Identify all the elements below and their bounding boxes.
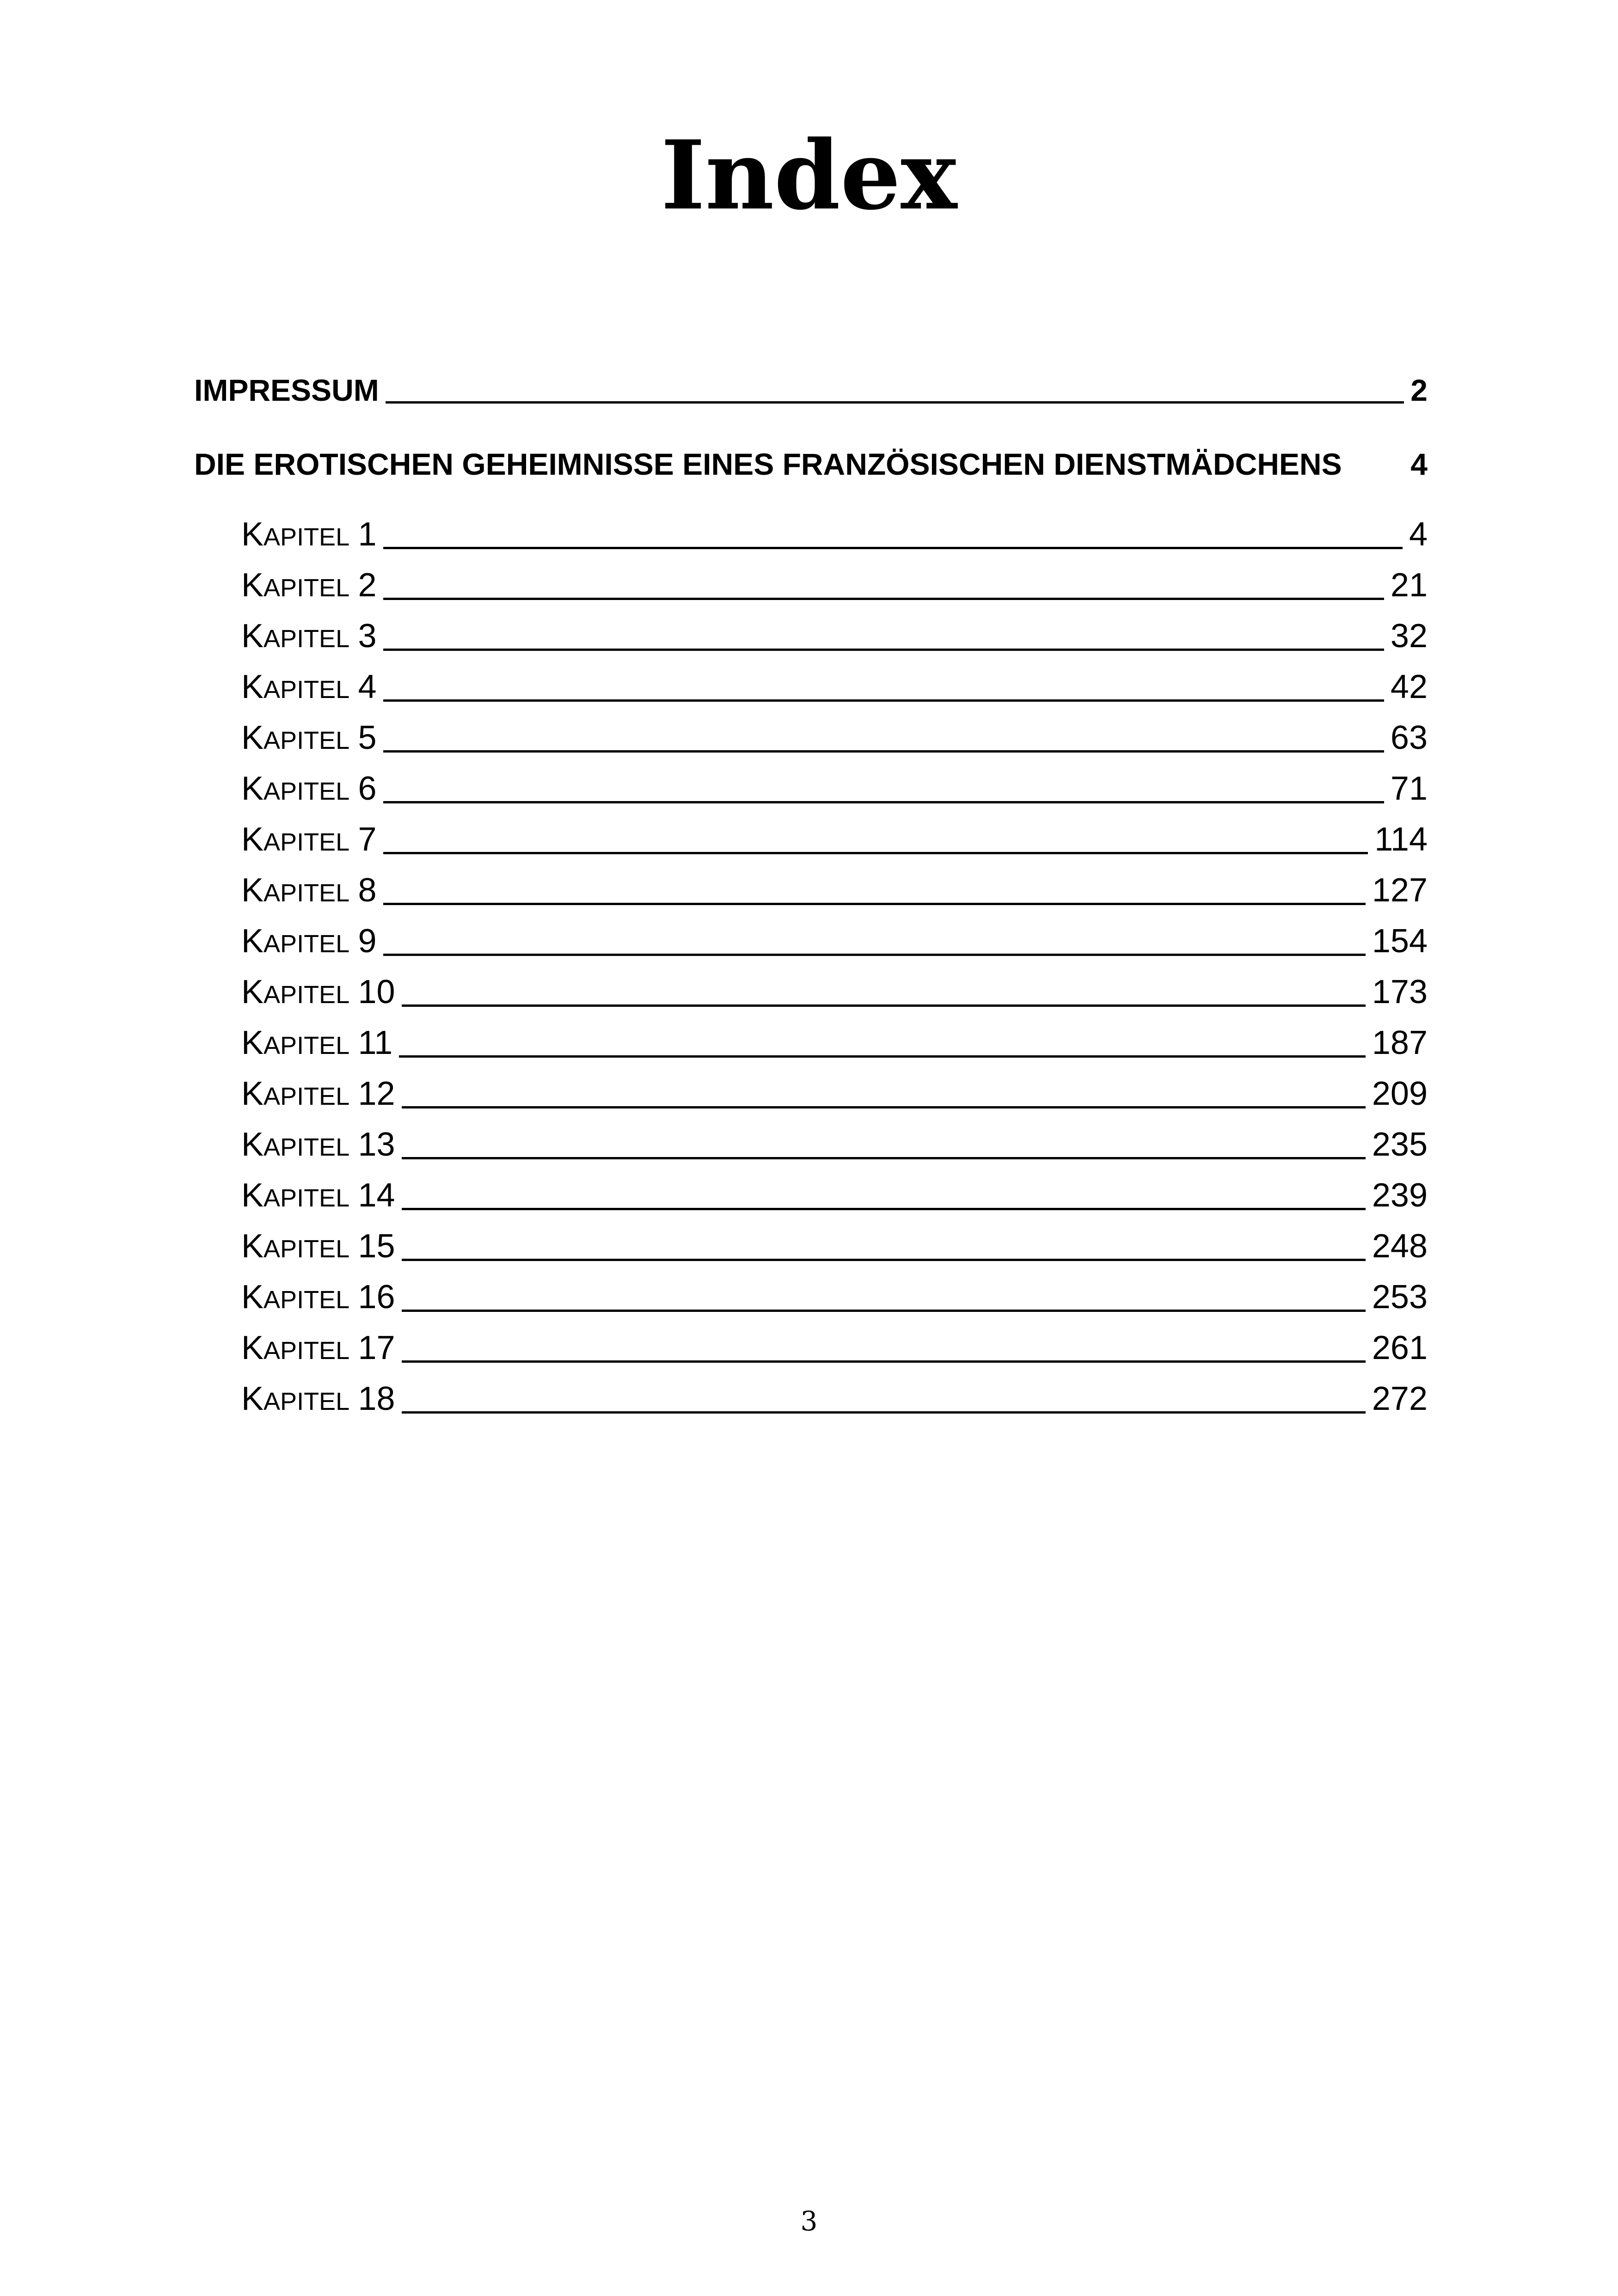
toc-entry-page: 248 — [1372, 1228, 1428, 1265]
chapter-label-rest: APITEL — [264, 1235, 350, 1263]
toc-leader-line — [383, 598, 1384, 600]
toc-entry-chapter[interactable] — [241, 610, 1428, 656]
toc-entry-chapter[interactable] — [241, 1220, 1428, 1267]
toc-entry-chapter[interactable] — [241, 763, 1428, 809]
chapter-label-rest: APITEL — [264, 676, 350, 704]
toc-entry-label — [241, 721, 377, 758]
toc-entry-page: 235 — [1372, 1126, 1428, 1163]
toc-entry-chapter[interactable] — [241, 1271, 1428, 1317]
toc-entry-chapter[interactable] — [241, 1068, 1428, 1114]
chapter-label-rest: APITEL — [264, 625, 350, 653]
toc-entry-label — [241, 823, 377, 860]
toc-leader-line — [383, 699, 1384, 702]
chapter-number: 10 — [358, 974, 395, 1010]
chapter-label-initial: K — [241, 1126, 264, 1163]
chapter-number: 3 — [358, 618, 377, 655]
page-number: 3 — [800, 2205, 818, 2237]
toc-entry-label — [241, 619, 377, 656]
toc-leader-line — [383, 801, 1384, 803]
chapter-label-initial: K — [241, 1075, 264, 1112]
toc-leader-line — [402, 1208, 1366, 1210]
toc-entry-label — [241, 925, 377, 961]
toc-entry-page: 209 — [1372, 1075, 1428, 1112]
chapter-label-initial: K — [241, 974, 264, 1010]
toc-entry-chapter[interactable] — [241, 915, 1428, 961]
toc-entry-chapter[interactable] — [241, 1373, 1428, 1419]
toc-leader-line — [402, 1411, 1366, 1414]
toc-entry-page: 32 — [1390, 618, 1428, 655]
chapter-label-initial: K — [241, 1228, 264, 1265]
toc-entry-chapter[interactable] — [241, 966, 1428, 1012]
chapter-label-rest: APITEL — [264, 1388, 350, 1415]
chapter-label-initial: K — [241, 923, 264, 960]
toc-entry-page: 114 — [1374, 821, 1428, 858]
toc-entry-chapter[interactable] — [241, 1017, 1428, 1063]
toc-entry-label — [241, 874, 377, 911]
toc-entry-page: 154 — [1372, 923, 1428, 960]
chapter-label-rest: APITEL — [264, 778, 350, 805]
chapter-label-rest: APITEL — [264, 930, 350, 958]
chapter-label-rest: APITEL — [264, 523, 350, 551]
toc-entry-page: 42 — [1390, 668, 1428, 705]
toc-entry-label — [241, 1331, 395, 1368]
toc-entry-label — [241, 1077, 395, 1114]
chapter-label-initial: K — [241, 1177, 264, 1214]
toc-entry-page: 272 — [1372, 1380, 1428, 1417]
toc-entry-page: 21 — [1390, 567, 1428, 604]
toc-leader-line — [383, 750, 1384, 753]
chapter-number: 8 — [358, 872, 377, 909]
toc-entry-label — [241, 1026, 392, 1063]
chapter-label-rest: APITEL — [264, 1083, 350, 1110]
toc-entry-page: 71 — [1390, 770, 1428, 807]
toc-entry-page: 63 — [1390, 719, 1428, 756]
chapter-number: 16 — [358, 1279, 395, 1316]
toc-entry-chapter[interactable] — [241, 661, 1428, 707]
toc-entry-book[interactable] — [194, 437, 1428, 483]
toc-leader-line — [386, 401, 1404, 404]
chapter-number: 1 — [358, 516, 377, 553]
chapter-number: 13 — [358, 1126, 395, 1163]
toc-entry-page: 127 — [1372, 872, 1428, 909]
chapter-label-initial: K — [241, 719, 264, 756]
toc-entry-page: 239 — [1372, 1177, 1428, 1214]
chapter-number: 15 — [358, 1228, 395, 1265]
toc-leader-line — [383, 649, 1384, 651]
chapter-number: 14 — [358, 1177, 395, 1214]
toc-entry-label: IMPRESSUM — [194, 373, 379, 407]
toc-leader-line — [402, 1259, 1366, 1261]
toc-entry-chapter[interactable] — [241, 1169, 1428, 1216]
chapter-label-rest: APITEL — [264, 879, 350, 907]
chapter-number: 11 — [358, 1024, 393, 1061]
toc-leader-line — [399, 1055, 1366, 1058]
chapter-label-rest: APITEL — [264, 1286, 350, 1314]
chapter-label-rest: APITEL — [264, 1337, 350, 1365]
toc-entry-page: 2 — [1410, 373, 1428, 407]
chapter-label-initial: K — [241, 1024, 264, 1061]
chapter-number: 18 — [358, 1380, 395, 1417]
toc-entry-label — [241, 1230, 395, 1267]
toc-leader-line — [383, 852, 1368, 854]
chapter-number: 6 — [358, 770, 377, 807]
toc-leader-line — [383, 954, 1366, 956]
toc-entry-page: 187 — [1372, 1024, 1428, 1061]
chapter-label-initial: K — [241, 1380, 264, 1417]
toc-entry-label — [241, 518, 377, 555]
chapter-label-rest: APITEL — [264, 828, 350, 856]
toc-entry-chapter[interactable] — [241, 814, 1428, 860]
toc-entry-page: 261 — [1372, 1329, 1428, 1366]
page-title: Index — [661, 120, 957, 231]
toc-leader-line — [402, 1310, 1366, 1312]
toc-entry-label — [241, 1128, 395, 1165]
toc-leader-line — [383, 903, 1366, 905]
toc-entry-chapter[interactable] — [241, 1119, 1428, 1165]
chapter-label-initial: K — [241, 567, 264, 604]
toc-entry-chapter[interactable] — [241, 559, 1428, 606]
chapter-number: 5 — [358, 719, 377, 756]
chapter-label-rest: APITEL — [264, 981, 350, 1009]
chapter-label-initial: K — [241, 618, 264, 655]
toc-entry-chapter[interactable] — [241, 508, 1428, 555]
chapter-number: 2 — [358, 567, 377, 604]
toc-leader-line — [402, 1004, 1366, 1007]
chapter-number: 12 — [358, 1075, 395, 1112]
chapter-label-initial: K — [241, 821, 264, 858]
chapter-label-initial: K — [241, 872, 264, 909]
toc-entry-chapter[interactable] — [241, 864, 1428, 911]
toc-entry-label — [241, 975, 395, 1012]
chapter-label-initial: K — [241, 516, 264, 553]
toc-entry-label — [241, 569, 377, 606]
toc-leader-line — [402, 1106, 1366, 1108]
chapter-label-rest: APITEL — [264, 574, 350, 602]
chapter-label-rest: APITEL — [264, 727, 350, 754]
toc-entry-chapter[interactable] — [241, 712, 1428, 758]
toc-entry-label — [241, 1280, 395, 1317]
toc-leader-line — [402, 1157, 1366, 1159]
toc-entry-page: 4 — [1410, 447, 1428, 481]
toc-leader-line — [402, 1360, 1366, 1363]
chapter-label-initial: K — [241, 770, 264, 807]
chapter-label-initial: K — [241, 1329, 264, 1366]
toc-entry-impressum[interactable] — [194, 363, 1428, 409]
toc-entry-chapter[interactable] — [241, 1322, 1428, 1368]
chapter-label-rest: APITEL — [264, 1032, 350, 1059]
chapter-number: 7 — [358, 821, 377, 858]
chapter-label-initial: K — [241, 1279, 264, 1316]
toc-entry-page: 253 — [1372, 1279, 1428, 1316]
chapter-label-rest: APITEL — [264, 1184, 350, 1212]
chapter-number: 9 — [358, 923, 377, 960]
chapter-number: 17 — [358, 1329, 395, 1366]
toc-entry-label — [241, 1179, 395, 1216]
chapter-label-rest: APITEL — [264, 1133, 350, 1161]
toc-entry-label — [241, 1382, 395, 1419]
toc-entry-label — [241, 670, 377, 707]
toc-entry-page: 173 — [1372, 974, 1428, 1010]
chapter-label-initial: K — [241, 668, 264, 705]
toc-entry-label — [241, 772, 377, 809]
toc-entry-label: DIE EROTISCHEN GEHEIMNISSE EINES FRANZÖSISCHEN DIENSTMÄDCHENS — [194, 447, 1342, 481]
chapter-number: 4 — [358, 668, 377, 705]
toc-leader-line — [383, 547, 1403, 549]
toc-entry-page: 4 — [1409, 516, 1428, 553]
